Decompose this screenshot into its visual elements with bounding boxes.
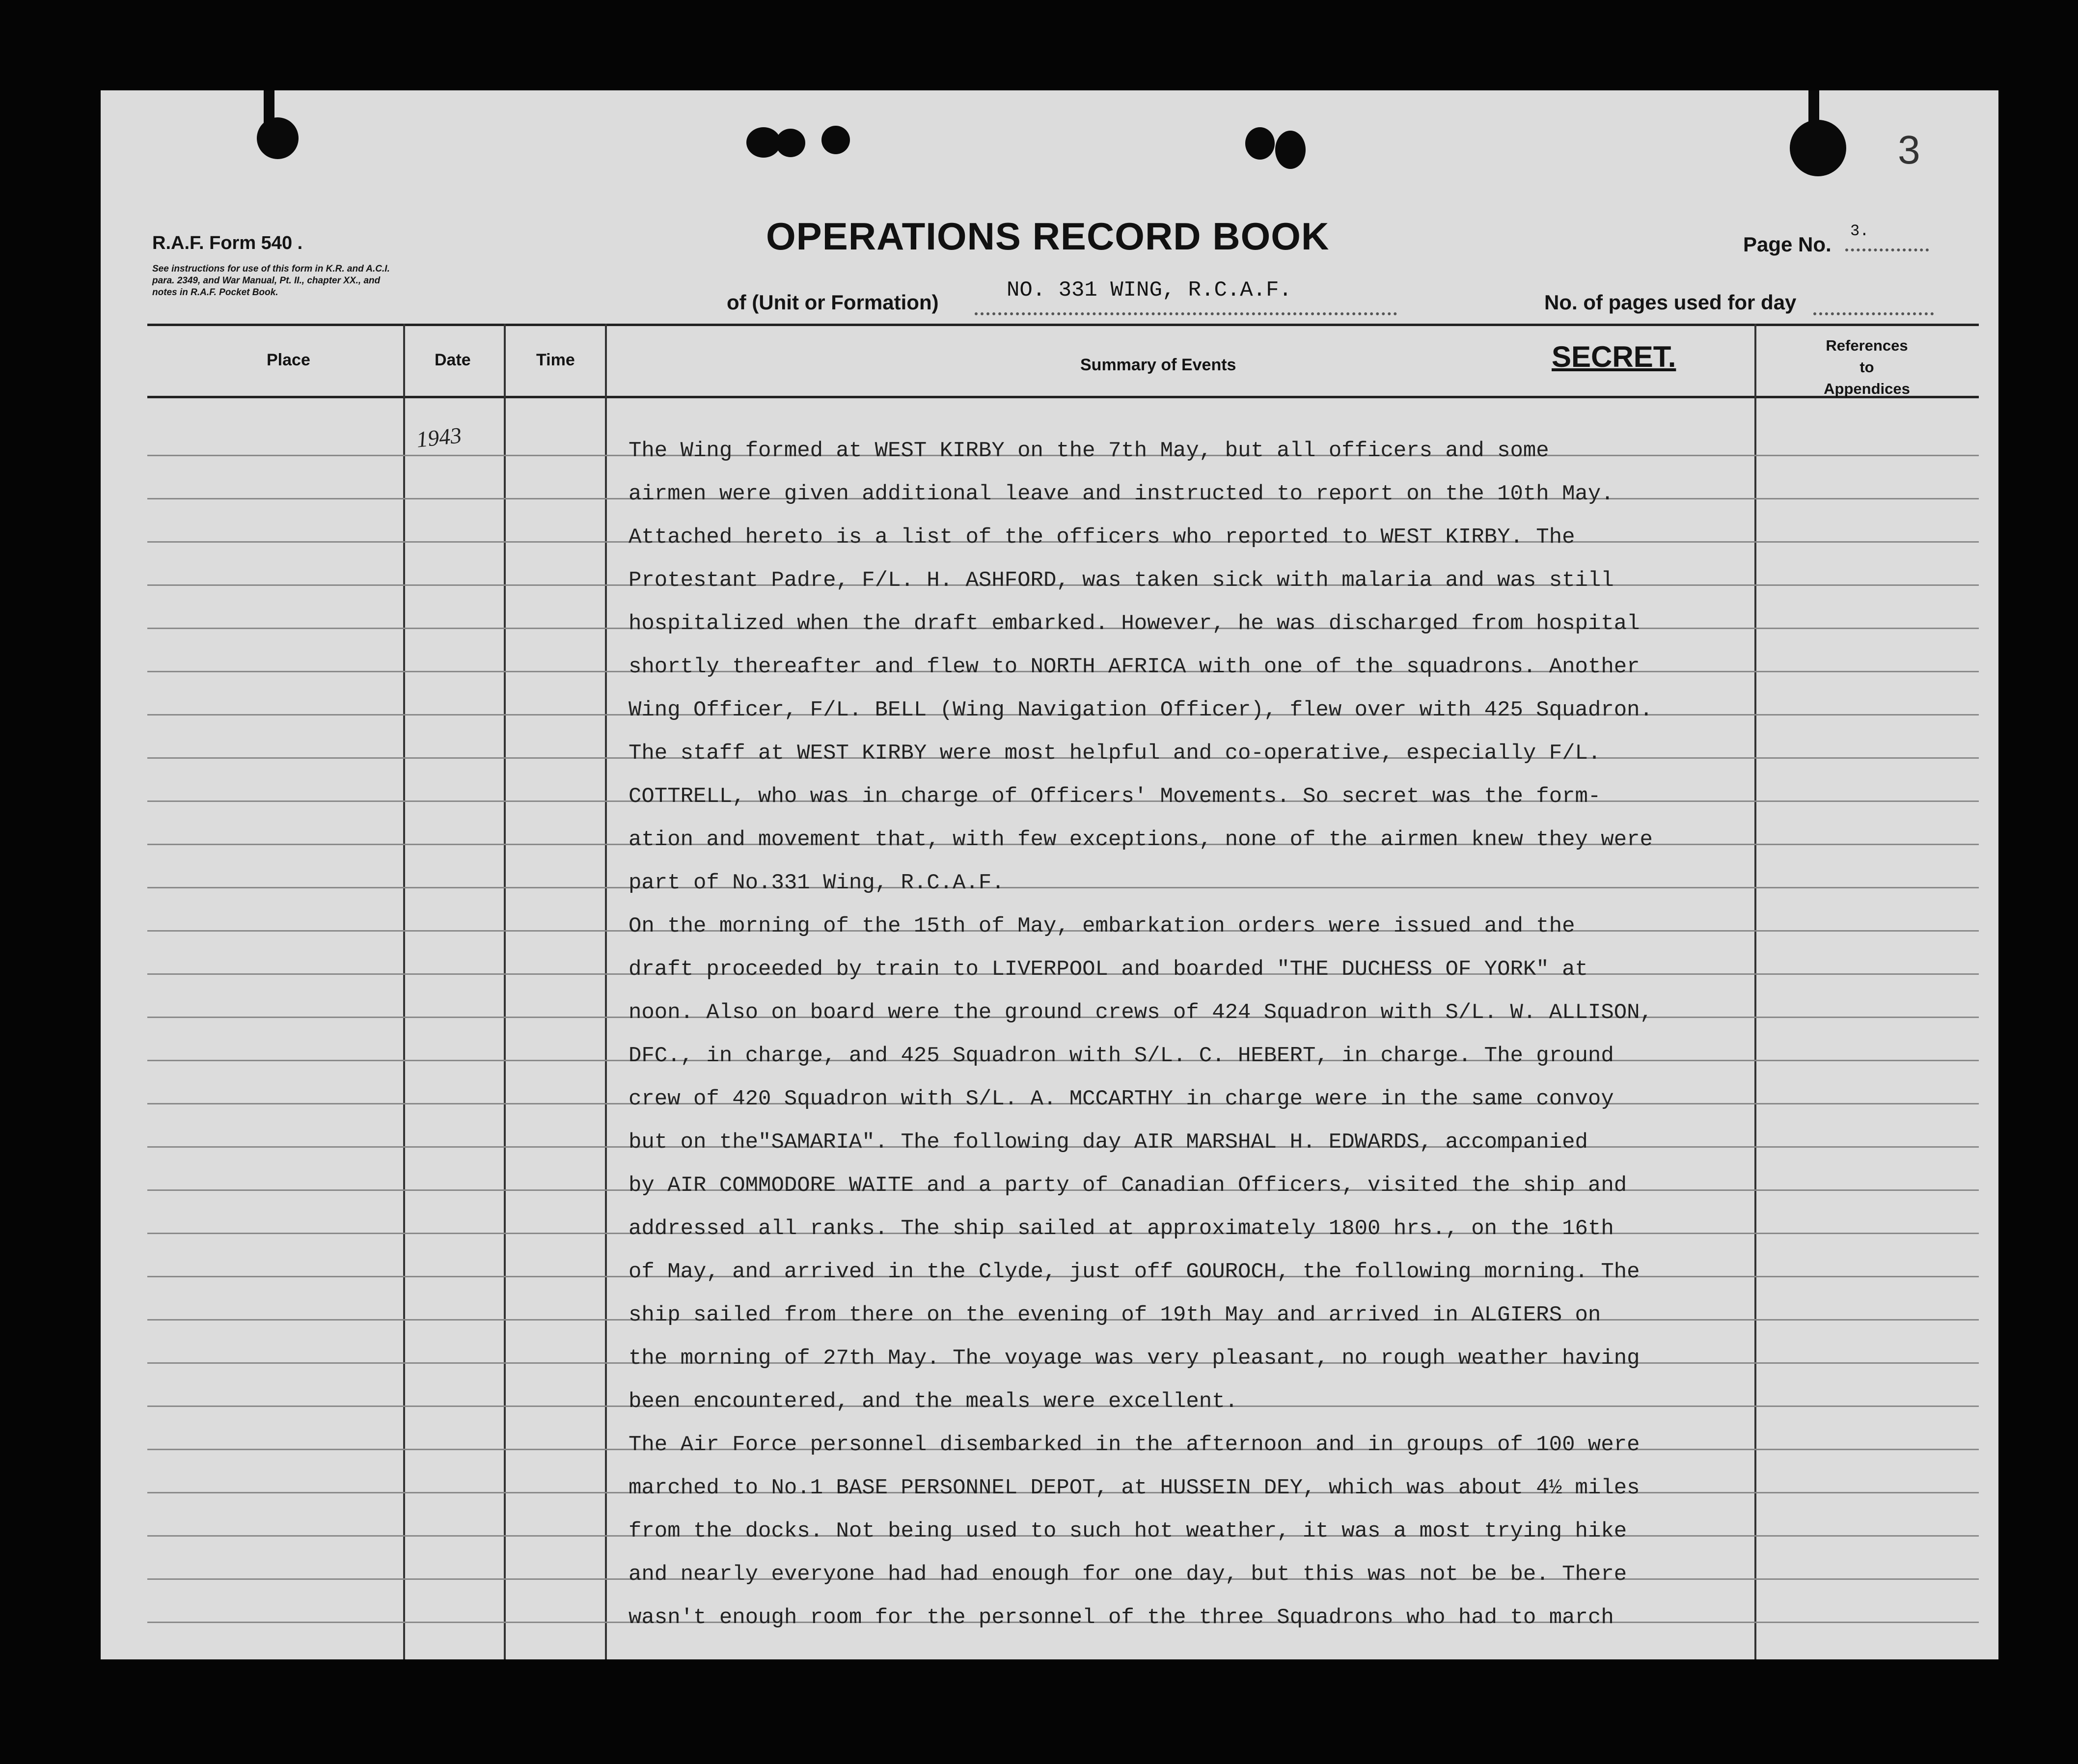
place-date-divider — [403, 324, 405, 1659]
instruction-line: para. 2349, and War Manual, Pt. II., chapter XX., and — [152, 276, 381, 286]
summary-line: marched to No.1 BASE PERSONNEL DEPOT, at HUSSEIN DEY, which was about 4½ miles — [629, 1476, 1640, 1500]
references-line: to — [1859, 358, 1874, 376]
summary-line: The staff at WEST KIRBY were most helpful and co-operative, especially F/L. — [629, 741, 1601, 766]
summary-line: On the morning of the 15th of May, embarkation orders were issued and the — [629, 914, 1575, 938]
summary-line: but on the"SAMARIA". The following day AIR MARSHAL H. EDWARDS, accompanied — [629, 1130, 1588, 1155]
page-title: OPERATIONS RECORD BOOK — [766, 215, 1330, 258]
unit-dotted-line — [975, 312, 1397, 315]
summary-line: the morning of 27th May. The voyage was very pleasant, no rough weather having — [629, 1346, 1640, 1371]
summary-line: Wing Officer, F/L. BELL (Wing Navigation Officer), flew over with 425 Squadron. — [629, 698, 1653, 722]
page-number-label: Page No. — [1743, 233, 1832, 256]
summary-line: of May, and arrived in the Clyde, just off GOUROCH, the following morning. The — [629, 1260, 1640, 1284]
record-sheet — [101, 90, 1998, 1659]
summary-line: part of No.331 Wing, R.C.A.F. — [629, 871, 1005, 895]
column-header-rule — [147, 396, 1979, 398]
entry-date: 1943 — [415, 422, 463, 452]
instruction-line: See instructions for use of this form in K.R. and A.C.I. — [152, 264, 390, 274]
summary-line: COTTRELL, who was in charge of Officers' Movements. So secret was the form- — [629, 784, 1601, 809]
instruction-line: notes in R.A.F. Pocket Book. — [152, 287, 278, 298]
summary-line: wasn't enough room for the personnel of the three Squadrons who had to march — [629, 1605, 1614, 1630]
summary-of-events — [629, 429, 1886, 1639]
summary-line: noon. Also on board were the ground crews of 424 Squadron with S/L. W. ALLISON, — [629, 1000, 1653, 1025]
summary-line: hospitalized when the draft embarked. However, he was discharged from hospital — [629, 611, 1640, 636]
binder-hole-center-5 — [1275, 131, 1306, 169]
corner-page-number: 3 — [1898, 128, 1920, 172]
page-number-dotted-line — [1845, 248, 1929, 251]
column-references — [1756, 335, 1977, 400]
column-place: Place — [267, 351, 310, 369]
binder-hole-center-3 — [821, 126, 850, 154]
unit-label: of (Unit or Formation) — [727, 291, 939, 314]
summary-line: Attached hereto is a list of the officers who reported to WEST KIRBY. The — [629, 525, 1575, 550]
column-time: Time — [536, 351, 575, 369]
summary-line: Protestant Padre, F/L. H. ASHFORD, was taken sick with malaria and was still — [629, 568, 1614, 593]
form-number: R.A.F. Form 540 . — [152, 233, 303, 253]
summary-line: DFC., in charge, and 425 Squadron with S/L. C. HEBERT, in charge. The ground — [629, 1044, 1614, 1068]
summary-line: ation and movement that, with few exceptions, none of the airmen knew they were — [629, 827, 1653, 852]
column-date: Date — [435, 351, 471, 369]
binder-hole-center-2 — [776, 129, 805, 157]
time-summary-divider — [605, 324, 607, 1659]
summary-line: addressed all ranks. The ship sailed at approximately 1800 hrs., on the 16th — [629, 1216, 1614, 1241]
pages-used-label: No. of pages used for day — [1544, 291, 1797, 314]
column-summary: Summary of Events — [1080, 356, 1236, 374]
summary-line: by AIR COMMODORE WAITE and a party of Canadian Officers, visited the ship and — [629, 1173, 1627, 1198]
pages-used-dotted-line — [1813, 312, 1934, 315]
references-line: Appendices — [1824, 380, 1910, 397]
binder-hole-right — [1790, 120, 1846, 176]
summary-line: ship sailed from there on the evening of 19th May and arrived in ALGIERS on — [629, 1303, 1601, 1327]
summary-line: from the docks. Not being used to such hot weather, it was a most trying hike — [629, 1519, 1627, 1544]
binder-hole-center-4 — [1245, 127, 1275, 160]
date-time-divider — [504, 324, 506, 1659]
summary-line: been encountered, and the meals were excellent. — [629, 1389, 1238, 1414]
table-top-rule — [147, 324, 1979, 326]
summary-line: The Wing formed at WEST KIRBY on the 7th May, but all officers and some — [629, 439, 1549, 463]
unit-value: NO. 331 WING, R.C.A.F. — [1007, 278, 1292, 303]
binder-hole-left — [257, 117, 299, 159]
summary-line: airmen were given additional leave and instructed to report on the 10th May. — [629, 482, 1614, 506]
summary-line: shortly thereafter and flew to NORTH AFRICA with one of the squadrons. Another — [629, 655, 1640, 679]
form-instructions — [152, 263, 390, 299]
summary-line: crew of 420 Squadron with S/L. A. MCCARTHY in charge were in the same convoy — [629, 1087, 1614, 1111]
secret-stamp: SECRET. — [1552, 340, 1676, 373]
summary-line: and nearly everyone had had enough for one day, but this was not be be. There — [629, 1562, 1627, 1587]
page-number-value: 3. — [1850, 222, 1869, 240]
summary-line: The Air Force personnel disembarked in the afternoon and in groups of 100 were — [629, 1433, 1640, 1457]
summary-line: draft proceeded by train to LIVERPOOL and boarded "THE DUCHESS OF YORK" at — [629, 957, 1588, 982]
references-line: References — [1826, 337, 1908, 354]
